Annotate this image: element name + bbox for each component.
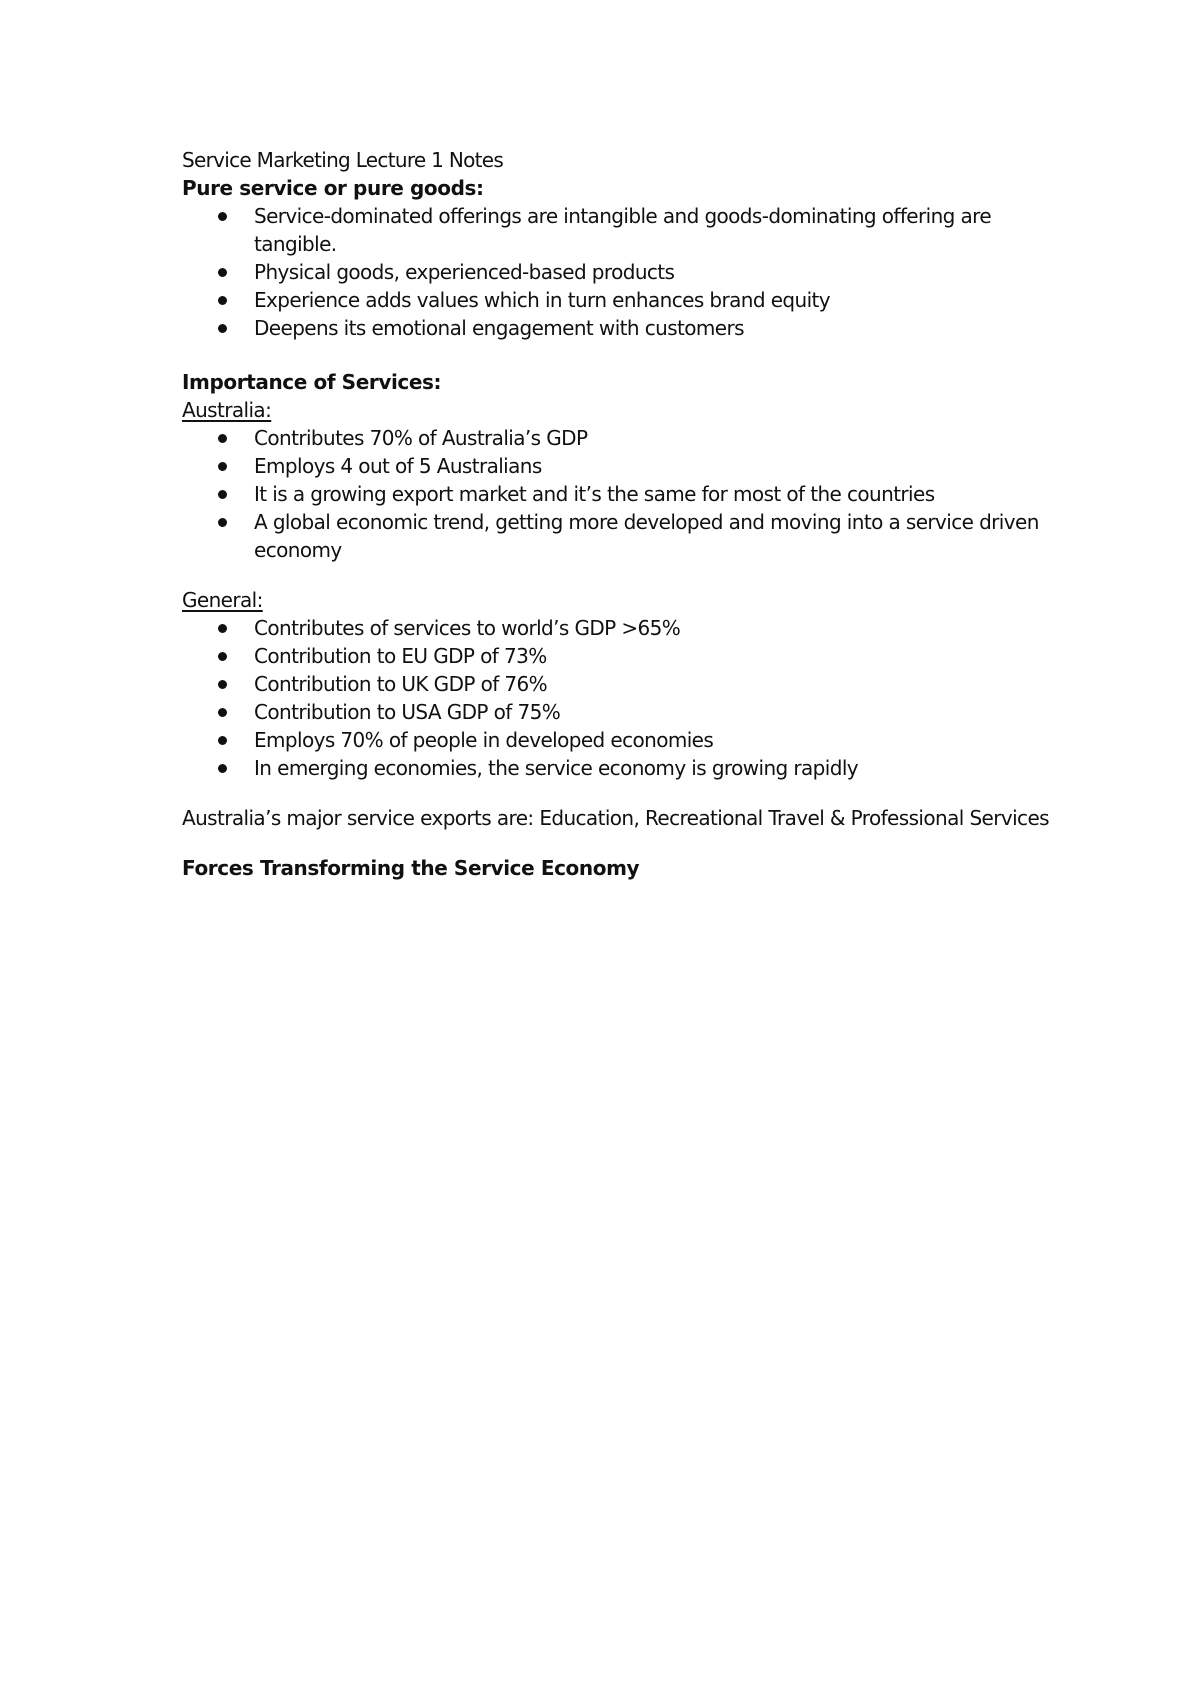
bullet-icon — [218, 296, 227, 305]
bullet-icon — [218, 324, 227, 333]
spacer — [182, 342, 1062, 368]
document-page — [182, 146, 1062, 882]
spacer — [182, 832, 1062, 854]
section-heading-pure-service: Pure service or pure goods: — [182, 176, 484, 200]
list-item: Employs 70% of people in developed economies — [254, 726, 1062, 754]
list-item: Deepens its emotional engagement with customers — [254, 314, 1062, 342]
list-item: Contribution to UK GDP of 76% — [254, 670, 1062, 698]
bullet-icon — [218, 708, 227, 717]
section-heading-forces: Forces Transforming the Service Economy — [182, 856, 640, 880]
bullet-icon — [218, 434, 227, 443]
document-title: Service Marketing Lecture 1 Notes — [182, 148, 504, 172]
bullet-icon — [218, 652, 227, 661]
list-item: A global economic trend, getting more developed and moving into a service driven economy — [254, 508, 1062, 564]
bullet-icon — [218, 518, 227, 527]
list-item: It is a growing export market and it’s the same for most of the countries — [254, 480, 1062, 508]
bullet-icon — [218, 212, 227, 221]
section-heading-importance: Importance of Services: — [182, 370, 442, 394]
bullet-icon — [218, 680, 227, 689]
list-item: Physical goods, experienced-based products — [254, 258, 1062, 286]
bullet-icon — [218, 736, 227, 745]
subheading-australia: Australia: — [182, 398, 272, 422]
spacer — [182, 782, 1062, 804]
bullet-icon — [218, 268, 227, 277]
list-item: In emerging economies, the service economy is growing rapidly — [254, 754, 1062, 782]
pure-service-list — [182, 202, 1062, 342]
bullet-icon — [218, 462, 227, 471]
list-item: Contribution to EU GDP of 73% — [254, 642, 1062, 670]
exports-paragraph: Australia’s major service exports are: Education, Recreational Travel & Professional Services — [182, 806, 1049, 830]
list-item: Contributes 70% of Australia’s GDP — [254, 424, 1062, 452]
spacer — [182, 564, 1062, 586]
bullet-icon — [218, 764, 227, 773]
list-item: Contributes of services to world’s GDP >65% — [254, 614, 1062, 642]
list-item: Contribution to USA GDP of 75% — [254, 698, 1062, 726]
australia-list — [182, 424, 1062, 564]
subheading-general: General: — [182, 588, 263, 612]
bullet-icon — [218, 624, 227, 633]
list-item: Experience adds values which in turn enhances brand equity — [254, 286, 1062, 314]
general-list — [182, 614, 1062, 782]
list-item: Employs 4 out of 5 Australians — [254, 452, 1062, 480]
bullet-icon — [218, 490, 227, 499]
list-item: Service-dominated offerings are intangible and goods-dominating offering are tangible. — [254, 202, 1062, 258]
